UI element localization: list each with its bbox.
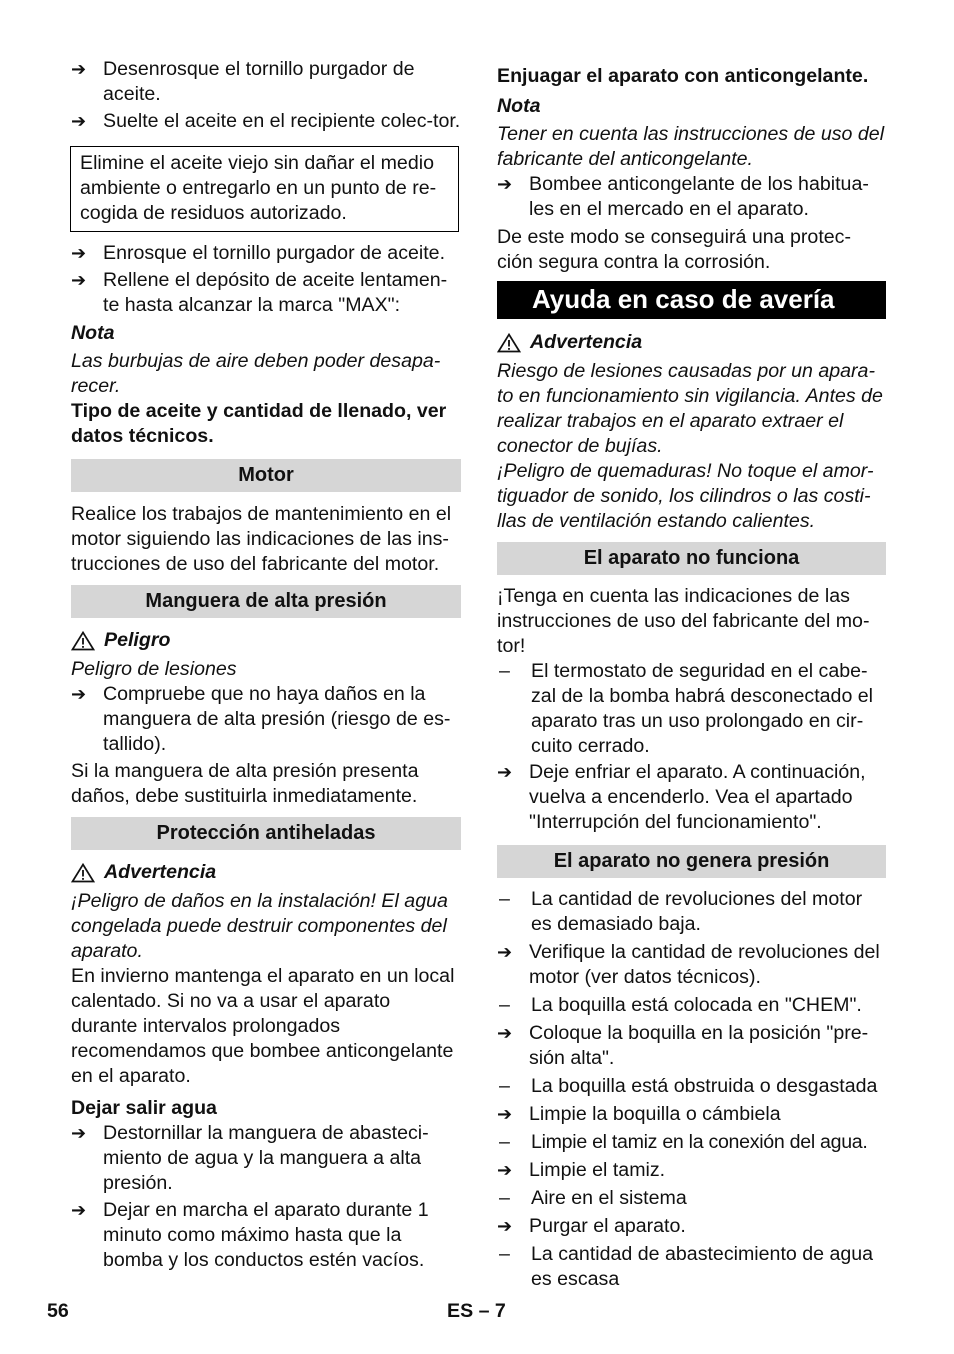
steps-list-1 xyxy=(71,57,461,134)
danger-label: Peligro xyxy=(71,628,461,653)
oil-type-note: Tipo de aceite y cantidad de llenado, ver datos técnicos. xyxy=(71,400,447,447)
section-heading-frost: Protección antiheladas xyxy=(71,817,461,850)
arrow-icon: ➔ xyxy=(497,174,513,194)
note-label: Nota xyxy=(497,95,541,117)
arrow-icon: ➔ xyxy=(497,1104,513,1124)
section-heading-motor: Motor xyxy=(71,459,461,492)
section-heading-no-function: El aparato no funciona xyxy=(497,542,886,575)
list-item: – Limpie el tamiz en la conexión del agua. xyxy=(499,1131,868,1153)
dash-bullet: – xyxy=(499,1187,510,1209)
motor-text: Realice los trabajos de mantenimiento en el motor siguiendo las indicaciones de las ins-trucciones de uso del fabricante del motor. xyxy=(71,503,452,575)
hose-text: Si la manguera de alta presión presenta daños, debe sustituirla inmediatamente. xyxy=(71,760,419,807)
arrow-icon: ➔ xyxy=(497,762,513,782)
arrow-icon: ➔ xyxy=(71,243,87,263)
dash-bullet: – xyxy=(499,1131,510,1153)
note-text: Las burbujas de aire deben poder desapa-recer. xyxy=(71,350,441,397)
section-heading-hose: Manguera de alta presión xyxy=(71,585,461,618)
page-label: ES – 7 xyxy=(447,1300,506,1322)
list-item: ➔ Compruebe que no haya daños en la manguera de alta presión (riesgo de es-tallido). xyxy=(71,683,451,755)
list-item: – La boquilla está obstruida o desgastada xyxy=(499,1075,878,1097)
list-item: ➔ Verifique la cantidad de revoluciones del motor (ver datos técnicos). xyxy=(497,941,880,988)
right-column xyxy=(497,57,886,1292)
list-item: – La boquilla está colocada en "CHEM". xyxy=(499,994,862,1016)
note-label: Nota xyxy=(71,322,115,344)
arrow-icon: ➔ xyxy=(71,270,87,290)
chapter-heading-help: Ayuda en caso de avería xyxy=(497,281,886,319)
rinse-heading: Enjuagar el aparato con anticongelante. xyxy=(497,65,869,87)
left-column xyxy=(71,57,461,1273)
list-item: ➔ Dejar en marcha el aparato durante 1 minuto como máximo hasta que la bomba y los conductos estén vacíos. xyxy=(71,1199,429,1271)
list-item: – La cantidad de abastecimiento de agua es escasa xyxy=(499,1243,874,1290)
arrow-icon: ➔ xyxy=(71,111,87,131)
page-number: 56 xyxy=(47,1300,69,1322)
section-heading-no-pressure: El aparato no genera presión xyxy=(497,845,886,878)
frost-text: En invierno mantenga el aparato en un local calentado. Si no va a usar el aparato durante intervalos prolongados recomendamos que bombee anticongelante en el aparato. xyxy=(71,965,455,1087)
dash-bullet: – xyxy=(499,994,510,1016)
arrow-icon: ➔ xyxy=(71,684,87,704)
warning-label: Advertencia xyxy=(497,330,886,355)
arrow-icon: ➔ xyxy=(71,1200,87,1220)
arrow-icon: ➔ xyxy=(497,1160,513,1180)
list-item: ➔ Coloque la boquilla en la posición "pre-sión alta". xyxy=(497,1022,869,1069)
list-item: – La cantidad de revoluciones del motor es demasiado baja. xyxy=(499,888,863,935)
no-pressure-list xyxy=(497,887,886,1292)
warning-text-injury: Riesgo de lesiones causadas por un apara-to en funcionamiento sin vigilancia. Antes de realizar trabajos en el aparato extraer el conector de bujías. xyxy=(497,360,883,457)
arrow-icon: ➔ xyxy=(497,1023,513,1043)
steps-list-2 xyxy=(71,241,461,318)
arrow-icon: ➔ xyxy=(497,942,513,962)
warning-triangle-icon xyxy=(497,333,521,353)
list-item: ➔ Bombee anticongelante de los habitua-les en el mercado en el aparato. xyxy=(497,173,869,220)
list-item: ➔ Desenrosque el tornillo purgador de aceite. xyxy=(71,58,415,105)
rinse-text: De este modo se conseguirá una protec-ción segura contra la corrosión. xyxy=(497,226,851,273)
danger-text: Peligro de lesiones xyxy=(71,658,237,680)
list-item: – El termostato de seguridad en el cabe-zal de la bomba habrá desconectado el aparato tras un uso prolongado en cir-cuito cerrado. xyxy=(499,660,874,757)
list-item: ➔ Deje enfriar el aparato. A continuación, vuelva a encenderlo. Vea el apartado "Interrupción del funcionamiento". xyxy=(497,761,866,833)
list-item: ➔ Rellene el depósito de aceite lentamen-te hasta alcanzar la marca "MAX": xyxy=(71,269,448,316)
list-item: – Aire en el sistema xyxy=(499,1187,687,1209)
arrow-icon: ➔ xyxy=(71,1123,87,1143)
list-item: ➔ Purgar el aparato. xyxy=(497,1215,686,1237)
list-item: ➔ Limpie la boquilla o cámbiela xyxy=(497,1103,781,1125)
warning-text-burn: ¡Peligro de quemaduras! No toque el amor-tiguador de sonido, los cilindros o las costi-llas de ventilación estando calientes. xyxy=(497,460,874,532)
dash-bullet: – xyxy=(499,1243,510,1265)
dash-bullet: – xyxy=(499,1075,510,1097)
warning-text: ¡Peligro de daños en la instalación! El agua congelada puede destruir componentes del aparato. xyxy=(71,890,448,962)
warning-triangle-icon xyxy=(71,863,95,883)
note-text: Tener en cuenta las instrucciones de uso del fabricante del anticongelante. xyxy=(497,123,885,170)
arrow-icon: ➔ xyxy=(71,59,87,79)
warning-label: Advertencia xyxy=(71,860,461,885)
drain-heading: Dejar salir agua xyxy=(71,1097,217,1119)
dash-bullet: – xyxy=(499,660,510,682)
dash-bullet: – xyxy=(499,888,510,910)
list-item: ➔ Suelte el aceite en el recipiente colec-tor. xyxy=(71,110,461,132)
environment-notice-box: Elimine el aceite viejo sin dañar el medio ambiente o entregarlo en un punto de re-cogida de residuos autorizado. xyxy=(70,146,459,232)
warning-triangle-icon xyxy=(71,631,95,651)
list-item: ➔ Limpie el tamiz. xyxy=(497,1159,666,1181)
no-function-text: ¡Tenga en cuenta las indicaciones de las instrucciones de uso del fabricante del mo-tor! xyxy=(497,585,870,657)
arrow-icon: ➔ xyxy=(497,1216,513,1236)
list-item: ➔ Enrosque el tornillo purgador de aceite. xyxy=(71,242,446,264)
list-item: ➔ Destornillar la manguera de abasteci-miento de agua y la manguera a alta presión. xyxy=(71,1122,429,1194)
